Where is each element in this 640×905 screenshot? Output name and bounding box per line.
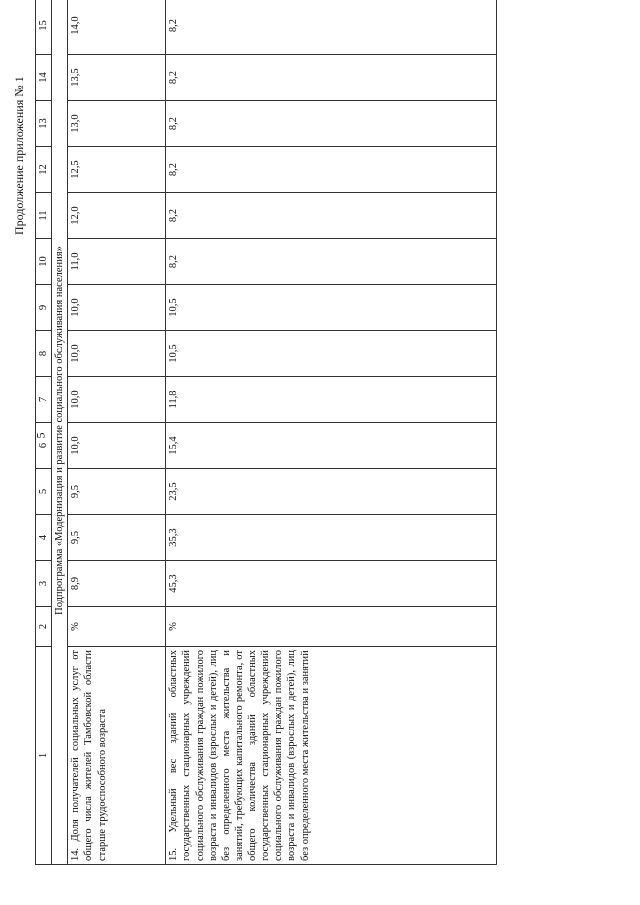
value-cell: 8,2	[166, 193, 497, 239]
column-number: 12	[36, 147, 52, 193]
value-cell: 35,3	[166, 515, 497, 561]
value-cell: 11,8	[166, 377, 497, 423]
value-cell: 8,2	[166, 55, 497, 101]
subprogram-row	[52, 0, 68, 865]
value-cell: 10,5	[166, 285, 497, 331]
value-cell: 10,0	[68, 331, 166, 377]
column-numbers-row	[36, 0, 52, 865]
indicator-label: 15. Удельный вес зданий областных государственных стационарных учреждений социального обслуживания граждан пожилого возраста и инвалидов (взрослых и детей), лиц без определенного места жительства и занятий, требующих капитального ремонта, от общего количества зданий областных государственных стационарных учреждений социального обслуживания граждан пожилого возраста и инвалидов (взрослых и детей), лиц без определенного места жительства и занятий	[166, 647, 497, 865]
column-number: 8	[36, 331, 52, 377]
value-cell: 9,5	[68, 469, 166, 515]
column-number: 14	[36, 55, 52, 101]
appendix-continuation-label: Продолжение приложения № 1	[12, 76, 26, 235]
indicator-label: 14. Доля получателей социальных услуг от общего числа жителей Тамбовской области старше трудоспособного возраста	[68, 647, 166, 865]
value-cell: 12,0	[68, 193, 166, 239]
column-number: 9	[36, 285, 52, 331]
column-number: 11	[36, 193, 52, 239]
table-row	[166, 0, 497, 865]
value-cell: 10,0	[68, 285, 166, 331]
column-number: 4	[36, 515, 52, 561]
value-cell: 10,5	[166, 331, 497, 377]
value-cell: 10,0	[68, 423, 166, 469]
column-number: 10	[36, 239, 52, 285]
value-cell: 9,5	[68, 515, 166, 561]
value-cell: 10,0	[68, 377, 166, 423]
value-cell: 8,2	[166, 239, 497, 285]
value-cell: 8,2	[166, 147, 497, 193]
value-cell: 12,5	[68, 147, 166, 193]
value-cell: 23,5	[166, 469, 497, 515]
subprogram-title: Подпрограмма «Модернизация и развитие социального обслуживания населения»	[52, 0, 68, 865]
column-number: 15	[36, 0, 52, 55]
column-number: 2	[36, 607, 52, 647]
column-number: 1	[36, 647, 52, 865]
value-cell: 11,0	[68, 239, 166, 285]
column-number: 13	[36, 101, 52, 147]
unit-cell: %	[166, 607, 497, 647]
table-row	[68, 0, 166, 865]
page-number: 5	[33, 432, 48, 439]
value-cell: 15,4	[166, 423, 497, 469]
value-cell: 8,2	[166, 101, 497, 147]
value-cell: 45,3	[166, 561, 497, 607]
value-cell: 14,0	[68, 0, 166, 55]
value-cell: 8,2	[166, 0, 497, 55]
column-number: 5	[36, 469, 52, 515]
column-number: 6	[36, 423, 52, 469]
column-number: 3	[36, 561, 52, 607]
unit-cell: %	[68, 607, 166, 647]
column-number: 7	[36, 377, 52, 423]
value-cell: 13,0	[68, 101, 166, 147]
value-cell: 8,9	[68, 561, 166, 607]
value-cell: 13,5	[68, 55, 166, 101]
indicators-table	[35, 0, 497, 865]
